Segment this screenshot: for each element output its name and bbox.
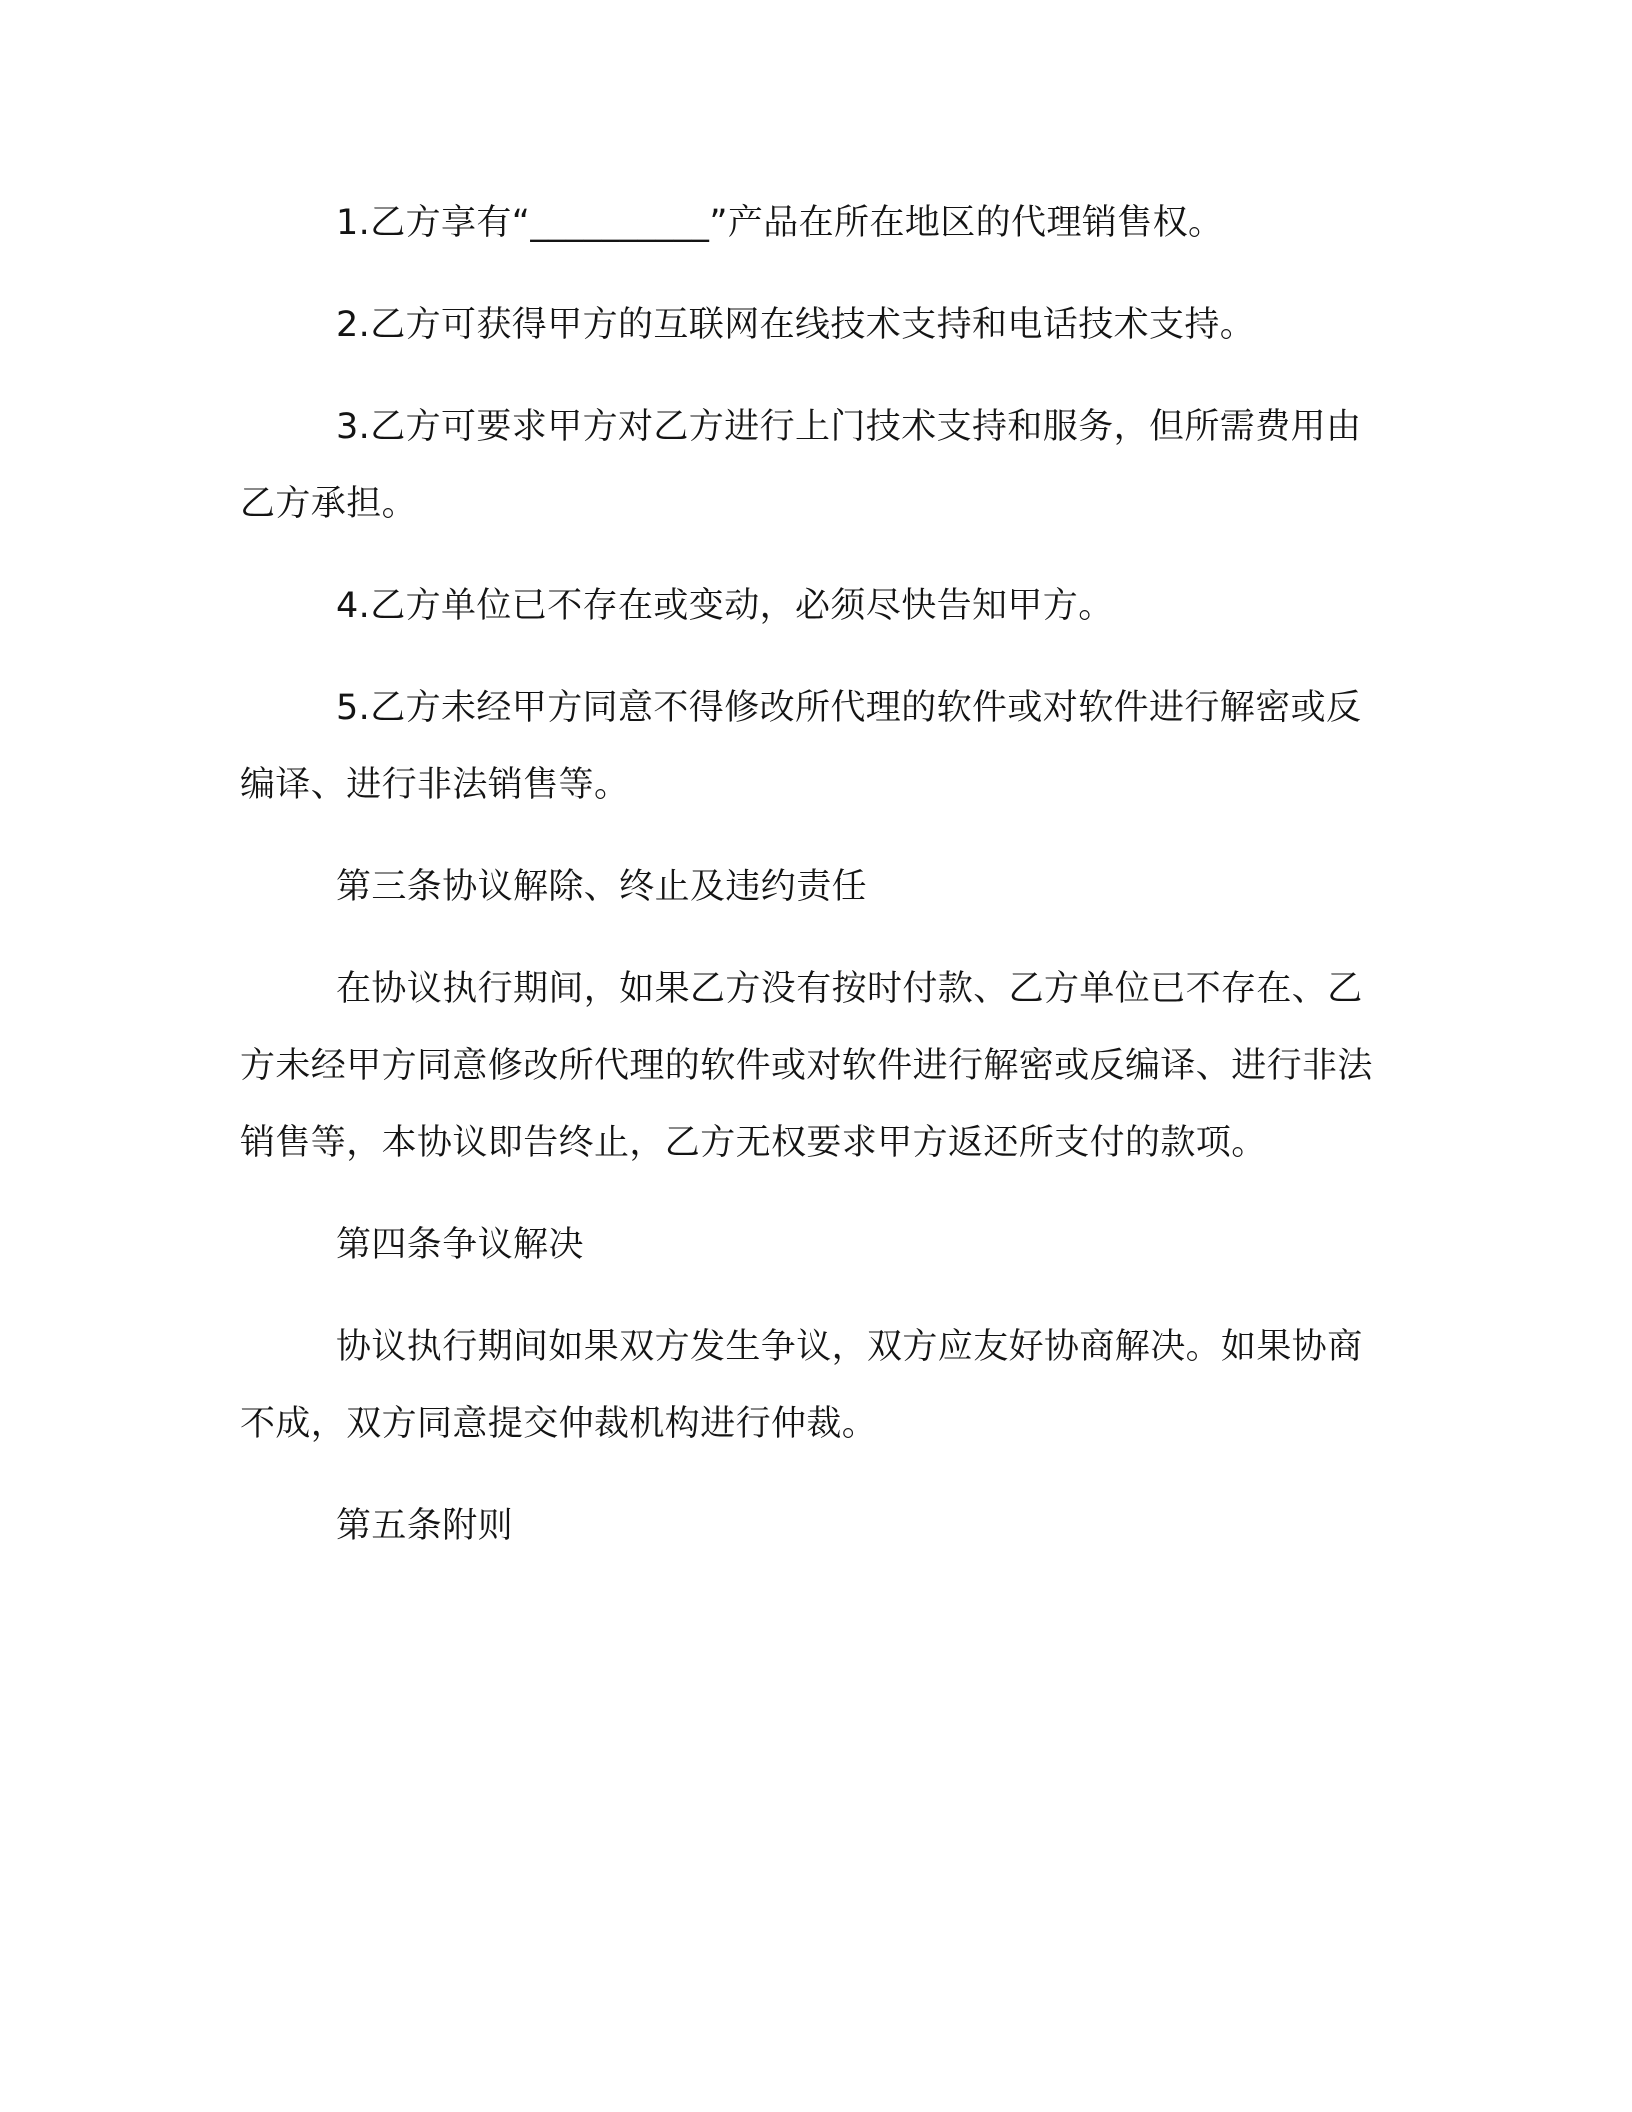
clause-item-4: 4.乙方单位已不存在或变动，必须尽快告知甲方。	[336, 586, 1114, 626]
article-4-body: 协议执行期间如果双方发生争议，双方应友好协商解决。如果协商不成，双方同意提交仲裁机构进行仲裁。	[240, 1327, 1363, 1444]
article-3-body: 在协议执行期间，如果乙方没有按时付款、乙方单位已不存在、乙方未经甲方同意修改所代理的软件或对软件进行解密或反编译、进行非法销售等，本协议即告终止，乙方无权要求甲方返还所支付的款项。	[240, 969, 1373, 1163]
clause-item-2: 2.乙方可获得甲方的互联网在线技术支持和电话技术支持。	[336, 305, 1256, 345]
clause-item-5: 5.乙方未经甲方同意不得修改所代理的软件或对软件进行解密或反编译、进行非法销售等。	[240, 688, 1362, 805]
clause-item-1: 1.乙方享有“__________”产品在所在地区的代理销售权。	[336, 203, 1224, 243]
section-heading-article-5: 第五条附则	[336, 1506, 514, 1546]
clause-item-3: 3.乙方可要求甲方对乙方进行上门技术支持和服务，但所需费用由乙方承担。	[240, 407, 1362, 524]
section-heading-article-4: 第四条争议解决	[336, 1225, 584, 1265]
document-body	[240, 185, 1378, 1565]
section-heading-article-3: 第三条协议解除、终止及违约责任	[336, 867, 868, 907]
